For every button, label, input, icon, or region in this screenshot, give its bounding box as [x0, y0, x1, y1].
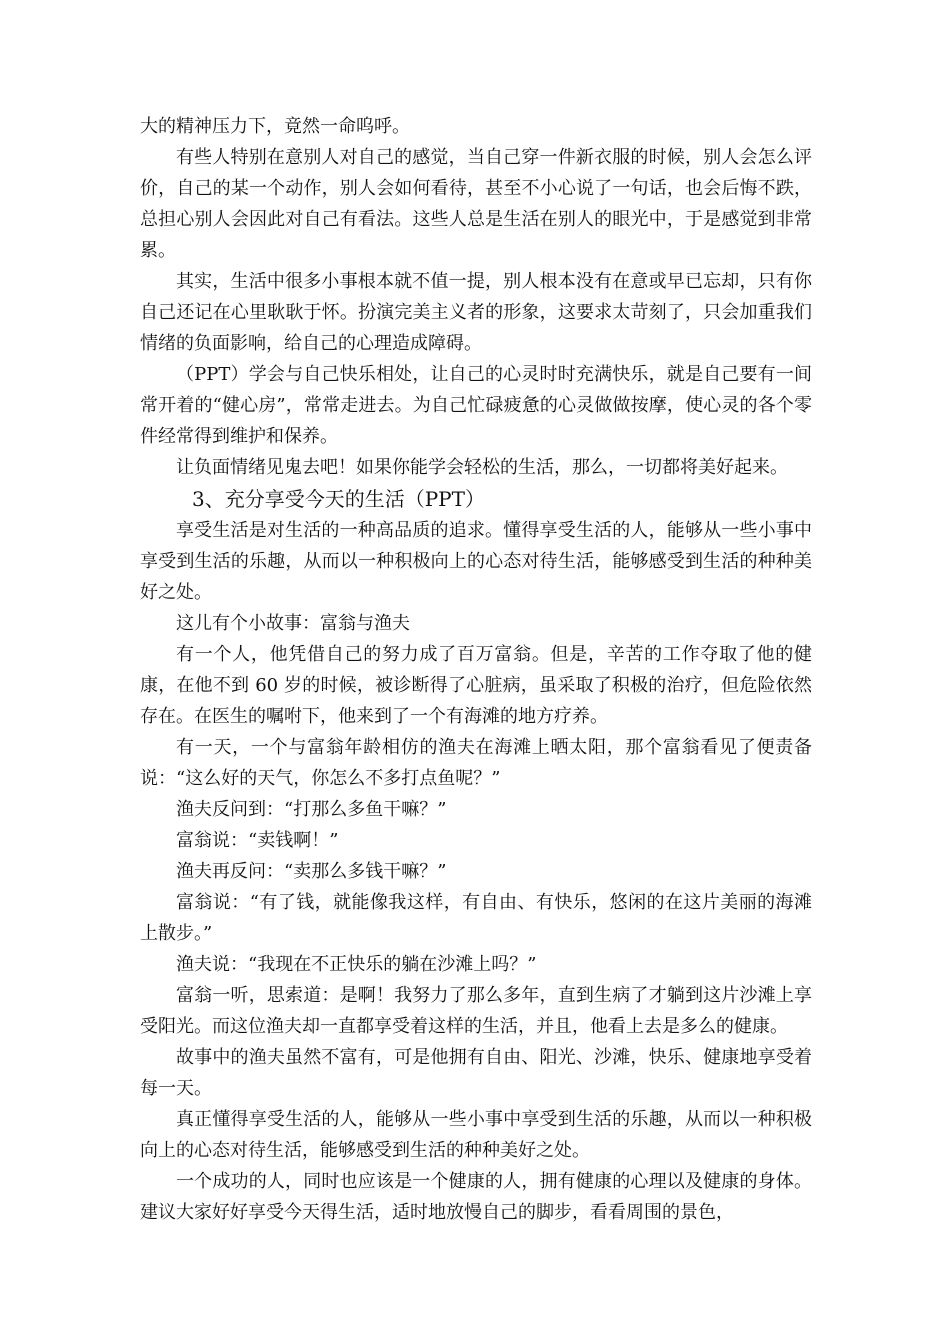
paragraph-18: 一个成功的人，同时也应该是一个健康的人，拥有健康的心理以及健康的身体。建议大家好好享受今天得生活，适时地放慢自己的脚步，看看周围的景色， — [140, 1171, 812, 1223]
paragraph-14: 渔夫说：“我现在不正快乐的躺在沙滩上吗？” — [176, 954, 537, 975]
paragraph-4: （PPT）学会与自己快乐相处，让自己的心灵时时充满快乐，就是自己要有一间常开着的“健心房”，常常走进去。为自己忙碌疲惫的心灵做做按摩，使心灵的各个零件经常得到维护和保养。 — [140, 364, 812, 447]
section-heading: 3、充分享受今天的生活（PPT） — [192, 487, 485, 511]
paragraph-5: 让负面情绪见鬼去吧！如果你能学会轻松的生活，那么，一切都将美好起来。 — [176, 457, 788, 478]
paragraph-11: 富翁说：“卖钱啊！” — [176, 830, 339, 851]
paragraph-2: 有些人特别在意别人对自己的感觉，当自己穿一件新衣服的时候，别人会怎么评价，自己的某一个动作，别人会如何看待，甚至不小心说了一句话，也会后悔不跌，总担心别人会因此对自己有看法。这些人总是生活在别人的眼光中，于是感觉到非常累。 — [140, 147, 812, 261]
paragraph-6: 享受生活是对生活的一种高品质的追求。懂得享受生活的人，能够从一些小事中享受到生活的乐趣，从而以一种积极向上的心态对待生活，能够感受到生活的种种美好之处。 — [140, 520, 812, 603]
document-page — [140, 111, 812, 1228]
paragraph-13: 富翁说：“有了钱，就能像我这样，有自由、有快乐，悠闲的在这片美丽的海滩上散步。” — [140, 892, 812, 944]
paragraph-17: 真正懂得享受生活的人，能够从一些小事中享受到生活的乐趣，从而以一种积极向上的心态对待生活，能够感受到生活的种种美好之处。 — [140, 1109, 812, 1161]
paragraph-15: 富翁一听，思索道：是啊！我努力了那么多年，直到生病了才躺到这片沙滩上享受阳光。而这位渔夫却一直都享受着这样的生活，并且，他看上去是多么的健康。 — [140, 985, 812, 1037]
paragraph-9: 有一天，一个与富翁年龄相仿的渔夫在海滩上晒太阳，那个富翁看见了便责备说：“这么好的天气，你怎么不多打点鱼呢？” — [140, 737, 812, 789]
paragraph-10: 渔夫反问到：“打那么多鱼干嘛？” — [176, 799, 447, 820]
paragraph-1: 大的精神压力下，竟然一命呜呼。 — [140, 116, 410, 137]
paragraph-12: 渔夫再反问：“卖那么多钱干嘛？” — [176, 861, 447, 882]
paragraph-16: 故事中的渔夫虽然不富有，可是他拥有自由、阳光、沙滩，快乐、健康地享受着每一天。 — [140, 1047, 812, 1099]
paragraph-8: 有一个人，他凭借自己的努力成了百万富翁。但是，辛苦的工作夺取了他的健康，在他不到 60 岁的时候，被诊断得了心脏病，虽采取了积极的治疗，但危险依然存在。在医生的嘱咐下，他来到了一个有海滩的地方疗养。 — [140, 644, 812, 727]
paragraph-3: 其实，生活中很多小事根本就不值一提，别人根本没有在意或早已忘却，只有你自己还记在心里耿耿于怀。扮演完美主义者的形象，这要求太苛刻了，只会加重我们情绪的负面影响，给自己的心理造成障碍。 — [140, 271, 812, 354]
paragraph-7: 这儿有个小故事：富翁与渔夫 — [176, 613, 410, 634]
